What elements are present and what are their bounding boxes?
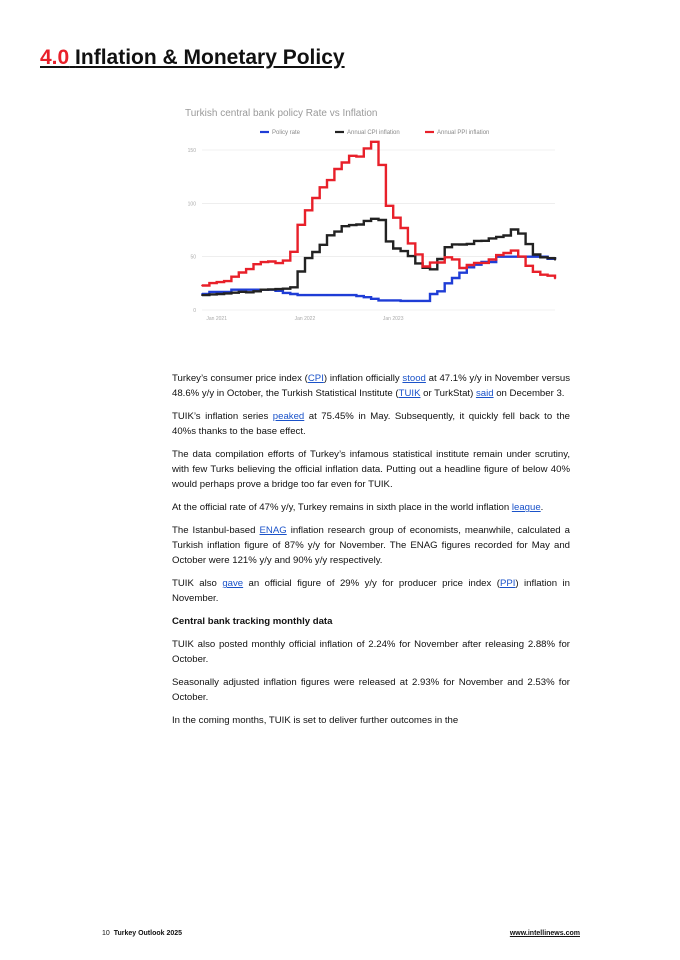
data-point bbox=[422, 266, 424, 268]
data-point bbox=[429, 262, 431, 264]
paragraph-text: The data compilation efforts of Turkey’s infamous statistical institute remain under scrutiny, with few Turks believing the official inflation data. Putting out a headline figure of below 40% would perhaps prove a bridge too far even for TUIK. bbox=[172, 449, 570, 490]
data-point bbox=[466, 264, 468, 266]
data-point bbox=[238, 291, 240, 293]
paragraph-text: TUIK also bbox=[172, 578, 223, 590]
data-point bbox=[231, 276, 233, 278]
y-tick-label: 50 bbox=[190, 254, 196, 261]
data-point bbox=[436, 290, 438, 292]
paragraph-text: In the coming months, TUIK is set to deliver further outcomes in the bbox=[172, 715, 459, 727]
paragraph-text: at 75.45% in May. Subsequently, it quickly fell back to the 40%s thanks to the base effect. bbox=[172, 411, 571, 437]
inline-link[interactable]: CPI bbox=[307, 373, 324, 384]
data-point bbox=[451, 277, 453, 279]
data-point bbox=[304, 209, 306, 211]
inline-link[interactable]: said bbox=[475, 387, 494, 399]
data-point bbox=[245, 291, 247, 293]
data-point bbox=[517, 256, 519, 258]
policy-rate-inflation-chart bbox=[180, 100, 560, 340]
body-paragraph bbox=[172, 372, 570, 402]
data-point bbox=[311, 197, 313, 199]
body-paragraph bbox=[172, 714, 570, 729]
data-point bbox=[231, 289, 233, 291]
data-point bbox=[503, 252, 505, 254]
chart-svg bbox=[180, 100, 560, 340]
paragraph-text: At the official rate of 47% y/y, Turkey remains in sixth place in the world inflation bbox=[172, 502, 512, 514]
data-point bbox=[216, 293, 218, 295]
paragraph-text: TUIK also posted monthly official inflation of 2.24% for November after releasing 2.88% for October. bbox=[172, 639, 570, 665]
section-number: 4.0 bbox=[40, 46, 70, 69]
data-point bbox=[378, 219, 380, 221]
data-point bbox=[253, 290, 255, 292]
data-point bbox=[554, 259, 556, 261]
data-point bbox=[289, 286, 291, 288]
data-point bbox=[422, 300, 424, 302]
y-tick-label: 150 bbox=[187, 148, 196, 154]
data-point bbox=[334, 168, 336, 170]
data-point bbox=[459, 267, 461, 269]
x-tick-label: Jan 2021 bbox=[206, 316, 227, 322]
data-point bbox=[392, 300, 394, 302]
data-point bbox=[363, 148, 365, 150]
data-point bbox=[297, 271, 299, 273]
data-point bbox=[282, 260, 284, 262]
body-paragraph bbox=[172, 638, 570, 668]
paragraph-text: inflation research group of economists, meanwhile, calculated a Turkish inflation figure of 87% y/y for November. The ENAG figures recorded for May and October were 121% y/y and 90% y/y respectively. bbox=[172, 525, 570, 566]
data-point bbox=[370, 218, 372, 220]
data-point bbox=[400, 300, 402, 302]
data-point bbox=[304, 257, 306, 259]
inline-link[interactable]: ENAG bbox=[259, 525, 287, 537]
inline-link[interactable]: gave bbox=[222, 578, 244, 590]
publication-year: 2025 bbox=[166, 930, 183, 937]
chart-legend bbox=[260, 130, 489, 136]
inline-link[interactable]: TUIK bbox=[398, 387, 421, 399]
data-point bbox=[223, 280, 225, 282]
data-point bbox=[503, 235, 505, 237]
data-point bbox=[216, 281, 218, 283]
publication-name: Turkey Outlook bbox=[113, 930, 165, 937]
data-point bbox=[414, 263, 416, 265]
data-point bbox=[451, 259, 453, 261]
body-paragraph bbox=[172, 524, 570, 568]
data-point bbox=[370, 141, 372, 143]
data-point bbox=[363, 296, 365, 298]
data-point bbox=[532, 254, 534, 256]
data-point bbox=[459, 244, 461, 246]
paragraph-text: The Istanbul-based bbox=[172, 525, 260, 537]
chart-y-ticks bbox=[188, 148, 197, 314]
data-point bbox=[495, 236, 497, 238]
data-point bbox=[267, 289, 269, 291]
data-point bbox=[378, 164, 380, 166]
y-tick-label: 100 bbox=[187, 201, 196, 208]
data-point bbox=[326, 179, 328, 181]
data-point bbox=[348, 224, 350, 226]
data-point bbox=[201, 285, 203, 287]
chart-grid bbox=[202, 150, 555, 310]
data-point bbox=[473, 240, 475, 242]
website-link[interactable]: www.intellinews.com bbox=[509, 930, 580, 937]
series-points-policy-rate bbox=[201, 256, 556, 302]
paragraph-text: ) inflation officially bbox=[323, 373, 403, 384]
data-point bbox=[311, 251, 313, 253]
section-title: Inflation & Monetary Policy bbox=[75, 46, 345, 69]
series-line-annual-ppi-inflation bbox=[202, 142, 555, 286]
data-point bbox=[444, 256, 446, 258]
data-point bbox=[231, 292, 233, 294]
data-point bbox=[216, 291, 218, 293]
data-point bbox=[356, 156, 358, 158]
data-point bbox=[223, 293, 225, 295]
body-paragraph bbox=[172, 448, 570, 492]
data-point bbox=[488, 238, 490, 240]
data-point bbox=[400, 250, 402, 252]
data-point bbox=[319, 294, 321, 296]
data-point bbox=[297, 224, 299, 226]
article-body bbox=[172, 372, 570, 738]
data-point bbox=[488, 259, 490, 261]
data-point bbox=[289, 251, 291, 253]
data-point bbox=[334, 294, 336, 296]
data-point bbox=[407, 255, 409, 257]
data-point bbox=[238, 289, 240, 291]
data-point bbox=[429, 293, 431, 295]
data-point bbox=[348, 294, 350, 296]
x-tick-label: Jan 2022 bbox=[294, 316, 316, 322]
data-point bbox=[539, 274, 541, 276]
chart-lines bbox=[201, 141, 556, 302]
data-point bbox=[466, 243, 468, 245]
data-point bbox=[289, 293, 291, 295]
data-point bbox=[554, 278, 556, 280]
data-point bbox=[517, 233, 519, 235]
data-point bbox=[414, 254, 416, 256]
data-point bbox=[547, 257, 549, 259]
data-point bbox=[209, 291, 211, 293]
data-point bbox=[532, 256, 534, 258]
data-point bbox=[444, 282, 446, 284]
data-point bbox=[245, 289, 247, 291]
data-point bbox=[473, 262, 475, 264]
data-point bbox=[407, 243, 409, 245]
inline-link[interactable]: league bbox=[511, 502, 541, 514]
data-point bbox=[267, 261, 269, 263]
data-point bbox=[495, 254, 497, 256]
paragraph-text: Turkey’s consumer price index ( bbox=[172, 373, 308, 384]
legend-label: Policy rate bbox=[272, 130, 301, 136]
data-point bbox=[304, 294, 306, 296]
y-tick-label: 0 bbox=[193, 308, 196, 314]
data-point bbox=[363, 220, 365, 222]
data-point bbox=[510, 250, 512, 252]
data-point bbox=[356, 295, 358, 297]
chart-title: Turkish central bank policy Rate vs Inflation bbox=[185, 108, 378, 119]
body-paragraph bbox=[172, 676, 570, 706]
data-point bbox=[510, 256, 512, 258]
data-point bbox=[481, 240, 483, 242]
data-point bbox=[253, 263, 255, 265]
data-point bbox=[282, 288, 284, 290]
data-point bbox=[429, 268, 431, 270]
paragraph-text: or TurkStat) bbox=[420, 387, 476, 399]
data-point bbox=[326, 234, 328, 236]
data-point bbox=[311, 294, 313, 296]
data-point bbox=[209, 294, 211, 296]
paragraph-text: ) inflation in November. bbox=[172, 578, 570, 605]
paragraph-text: . bbox=[540, 502, 544, 514]
inline-link[interactable]: peaked bbox=[272, 411, 305, 423]
x-tick-label: Jan 2023 bbox=[382, 316, 404, 322]
data-point bbox=[319, 244, 321, 246]
paragraph-text: Seasonally adjusted inflation figures were released at 2.93% for November and 2.53% for October. bbox=[172, 677, 570, 704]
paragraph-text: on December 3. bbox=[493, 387, 565, 399]
inline-link[interactable]: PPI bbox=[499, 578, 516, 590]
data-point bbox=[341, 162, 343, 164]
data-point bbox=[341, 225, 343, 227]
section-subheading bbox=[172, 615, 570, 630]
data-point bbox=[201, 294, 203, 296]
data-point bbox=[385, 300, 387, 302]
data-point bbox=[459, 272, 461, 274]
footer-left bbox=[102, 930, 182, 937]
data-point bbox=[275, 288, 277, 290]
paragraph-text: TUIK’s inflation series bbox=[172, 411, 273, 423]
data-point bbox=[348, 155, 350, 157]
body-paragraph bbox=[172, 577, 570, 607]
data-point bbox=[444, 246, 446, 248]
data-point bbox=[392, 248, 394, 250]
data-point bbox=[532, 271, 534, 273]
data-point bbox=[370, 298, 372, 300]
data-point bbox=[319, 186, 321, 188]
paragraph-text: at 47.1% y/y in November versus 48.6% y/y in October, the Turkish Statistical Institute ( bbox=[172, 373, 570, 399]
data-point bbox=[260, 289, 262, 291]
data-point bbox=[326, 294, 328, 296]
data-point bbox=[525, 265, 527, 267]
data-point bbox=[209, 282, 211, 284]
data-point bbox=[451, 244, 453, 246]
data-point bbox=[547, 275, 549, 277]
body-paragraph bbox=[172, 501, 570, 516]
page-heading bbox=[40, 46, 345, 70]
data-point bbox=[436, 258, 438, 260]
data-point bbox=[414, 300, 416, 302]
page-number: 10 bbox=[102, 930, 110, 937]
chart-x-ticks bbox=[206, 316, 403, 322]
data-point bbox=[282, 292, 284, 294]
data-point bbox=[297, 294, 299, 296]
data-point bbox=[436, 262, 438, 264]
data-point bbox=[481, 262, 483, 264]
data-point bbox=[378, 300, 380, 302]
data-point bbox=[539, 256, 541, 258]
body-paragraph bbox=[172, 410, 570, 440]
data-point bbox=[510, 229, 512, 231]
legend-label: Annual PPI inflation bbox=[437, 130, 490, 136]
data-point bbox=[392, 217, 394, 219]
data-point bbox=[400, 227, 402, 229]
inline-link[interactable]: stood bbox=[402, 373, 426, 384]
data-point bbox=[385, 241, 387, 243]
data-point bbox=[385, 205, 387, 207]
data-point bbox=[356, 224, 358, 226]
data-point bbox=[238, 272, 240, 274]
data-point bbox=[275, 262, 277, 264]
legend-label: Annual CPI inflation bbox=[347, 130, 400, 136]
data-point bbox=[334, 231, 336, 233]
data-point bbox=[407, 300, 409, 302]
data-point bbox=[525, 243, 527, 245]
paragraph-text: Central bank tracking monthly data bbox=[172, 616, 333, 628]
data-point bbox=[245, 268, 247, 270]
data-point bbox=[341, 294, 343, 296]
paragraph-text: an official figure of 29% y/y for producer price index ( bbox=[243, 578, 500, 590]
data-point bbox=[260, 261, 262, 263]
